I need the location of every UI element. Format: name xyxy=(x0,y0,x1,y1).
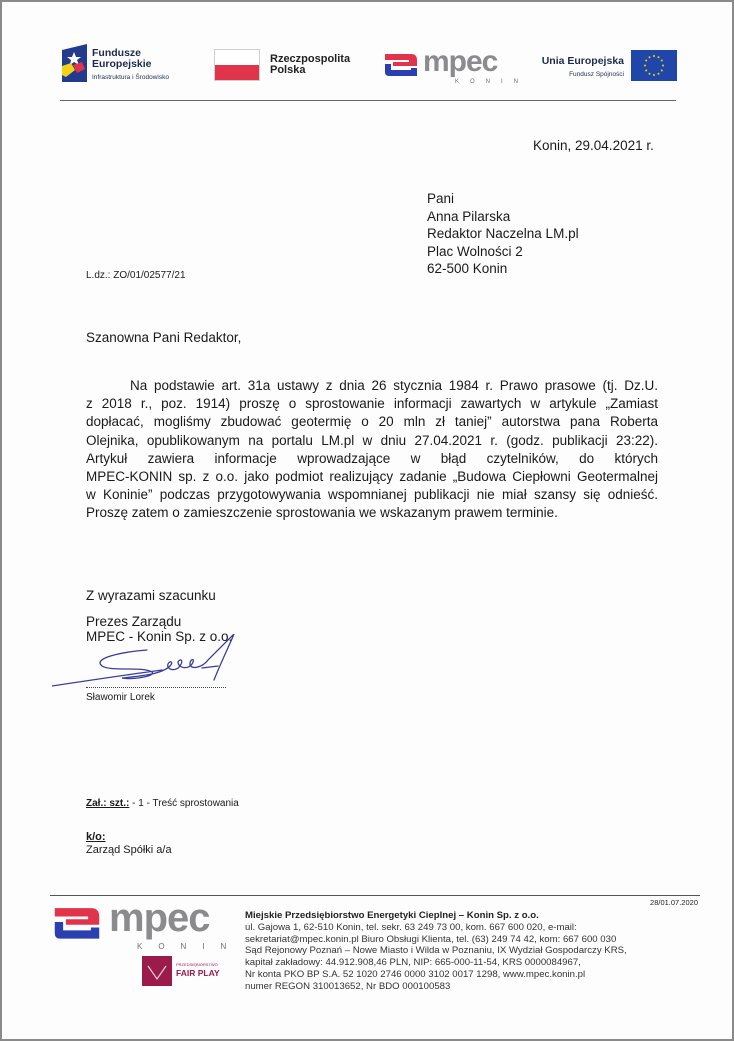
fair-play-text xyxy=(176,962,220,978)
company-line: kapitał zakładowy: 44.912.908,46 PLN, NIP: 665-000-11-54, KRS 0000084967, xyxy=(245,957,581,969)
company-line: ul. Gajowa 1, 62-510 Konin, tel. sekr. 63 249 73 00, kom. 667 600 020, e-mail: xyxy=(245,921,577,933)
letterhead xyxy=(2,2,732,102)
mpec-wordmark: mpec xyxy=(423,45,498,78)
company-line: Nr konta PKO BP S.A. 52 1020 2746 0000 3102 0017 1298, www.mpec.konin.pl xyxy=(245,968,586,980)
signatory-name: Sławomir Lorek xyxy=(86,692,155,703)
body-line: Artykuł zawiera informacje wprowadzające w błąd czytelników, do których xyxy=(86,450,658,466)
attachments-value: - 1 - Treść sprostowania xyxy=(129,798,239,809)
signatory-title-line: Prezes Zarządu xyxy=(86,614,182,629)
body-line: w Koninie” podczas przygotowywania wspomnianej publikacji nie miał szansy się odnieść. xyxy=(86,487,658,503)
cc-label: k/o: xyxy=(86,831,106,843)
header-divider xyxy=(60,100,676,101)
company-line: numer REGON 310013652, Nr BDO 000100583 xyxy=(245,980,451,992)
body-line: Proszę zatem o zamieszczenie sprostowania we wskazanym prawem terminie. xyxy=(86,505,558,521)
body-line: MPEC-KONIN sp. z o.o. jako podmiot realizujący zadanie „Budowa Ciepłowni Geotermalnej xyxy=(86,468,658,484)
fundusze-europejskie-text xyxy=(92,48,169,83)
recipient-line: Redaktor Naczelna LM.pl xyxy=(427,226,579,241)
carbon-copy xyxy=(86,831,172,857)
recipient-line: Plac Wolności 2 xyxy=(427,243,523,259)
company-name: Miejskie Przedsiębiorstwo Energetyki Cieplnej – Konin Sp. z o.o. xyxy=(245,910,539,921)
mpec-logo-header xyxy=(383,45,530,87)
body-line: z 2018 r., poz. 1914) proszę o sprostowanie informacji zawartych w artykule „Zamiast xyxy=(86,396,658,412)
body-line: Olejnika, opublikowanym na portalu LM.pl w dniu 27.04.2021 r. (godz. publikacji 23:22). xyxy=(86,432,658,448)
handwritten-signature-icon xyxy=(52,634,252,694)
fair-play-big: FAIR PLAY xyxy=(176,968,220,978)
signatory-title-line: MPEC - Konin Sp. z o.o. xyxy=(86,629,233,644)
attachments xyxy=(86,795,239,813)
recipient-address xyxy=(427,190,579,278)
mpec-mark-icon xyxy=(52,902,102,942)
fair-play-small: PRZEDSIĘBIORSTWO xyxy=(176,962,218,967)
mpec-logo-footer xyxy=(52,896,243,951)
rzeczpospolita-text xyxy=(270,54,350,76)
document-code: 28/01.07.2020 xyxy=(650,898,698,907)
company-details xyxy=(245,910,627,993)
rp-line2: Polska xyxy=(270,64,306,76)
ue-line2: Fundusz Spójności xyxy=(569,71,624,78)
recipient-line: Anna Pilarska xyxy=(427,208,511,224)
fe-line1: Fundusze xyxy=(92,47,141,59)
cc-value: Zarząd Spółki a/a xyxy=(86,844,172,856)
greeting: Szanowna Pani Redaktor, xyxy=(86,330,242,345)
letter-date: Konin, 29.04.2021 r. xyxy=(533,138,654,153)
fe-line3: Infrastruktura i Środowisko xyxy=(92,74,169,81)
letter-body xyxy=(86,377,658,523)
attachments-label: Zał.: szt.: xyxy=(86,798,130,809)
mpec-wordmark: mpec xyxy=(109,896,210,940)
mpec-konin: KONIN xyxy=(455,79,530,85)
closing-phrase: Z wyrazami szacunku xyxy=(86,588,216,603)
polish-flag-icon xyxy=(214,49,260,81)
company-line: sekretariat@mpec.konin.pl Biuro Obsługi Klienta, tel. (63) 249 74 42, kom: 667 600 030 xyxy=(245,933,617,945)
body-line: dopłacać, mogliśmy zbudować geotermię o 20 mln zł taniej” autorstwa pana Roberta xyxy=(86,414,658,430)
mpec-mark-icon xyxy=(383,50,419,78)
fe-line2: Europejskie xyxy=(92,58,152,70)
unia-europejska-text xyxy=(530,56,624,80)
signature-line xyxy=(86,687,226,688)
recipient-line: 62-500 Konin xyxy=(427,261,508,276)
mpec-konin: KONIN xyxy=(137,942,243,951)
company-line: Sąd Rejonowy Poznań – Nowe Miasto i Wilda w Poznaniu, IX Wydział Gospodarczy KRS, xyxy=(245,945,627,957)
reference-number: L.dz.: ZO/01/02577/21 xyxy=(86,270,186,281)
eu-flag-icon xyxy=(631,50,677,81)
recipient-line: Pani xyxy=(427,191,455,206)
body-line: Na podstawie art. 31a ustawy z dnia 26 stycznia 1984 r. Prawo prasowe (tj. Dz.U. xyxy=(130,378,658,393)
rp-line1: Rzeczpospolita xyxy=(270,53,351,65)
fundusze-europejskie-logo-icon xyxy=(62,44,87,82)
fair-play-logo-icon xyxy=(142,956,172,986)
ue-line1: Unia Europejska xyxy=(541,55,624,67)
